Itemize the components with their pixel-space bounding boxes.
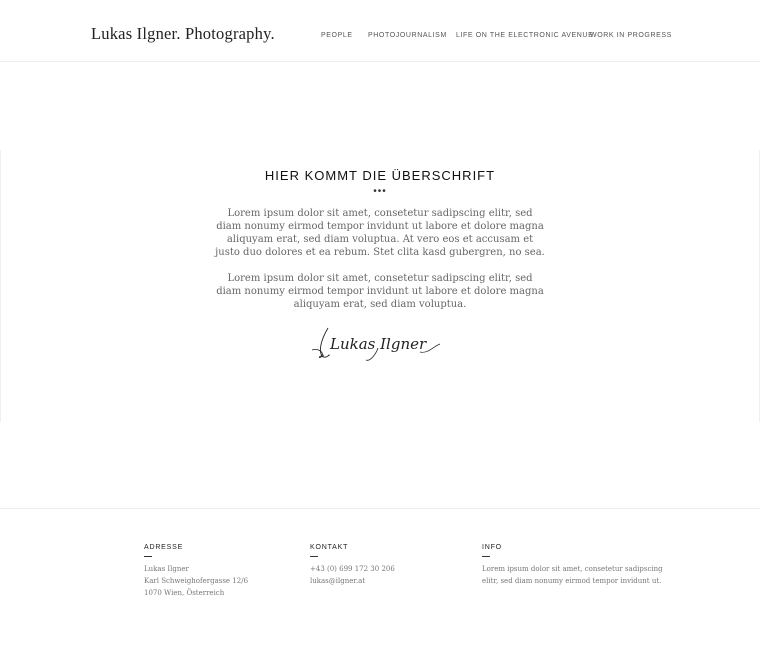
footer-column-adresse xyxy=(144,544,248,599)
footer-heading-underline xyxy=(144,556,152,557)
intro-paragraph-2: Lorem ipsum dolor sit amet, consetetur sadipscing elitr, sed diam nonumy eirmod tempor invidunt ut labore et dolore magna aliquyam erat, sed diam voluptua. xyxy=(216,273,544,310)
intro-paragraph-1: Lorem ipsum dolor sit amet, consetetur sadipscing elitr, sed diam nonumy eirmod tempor invidunt ut labore et dolore magna aliquyam erat, sed diam voluptua. At vero eos et accusam et justo duo dolores et ea rebum. Stet clita kasd gubergren, no sea. xyxy=(215,208,545,258)
nav-item-life-on-the-electronic-avenue[interactable]: LIFE ON THE ELECTRONIC AVENUE xyxy=(456,32,594,39)
footer-column-info xyxy=(482,544,663,587)
brand-logo-text[interactable]: Lukas Ilgner. Photography. xyxy=(91,24,275,43)
contact-phone-link[interactable]: +43 (0) 699 172 30 206 xyxy=(310,565,395,573)
footer-heading-underline xyxy=(482,556,490,557)
footer-heading-kontakt: KONTAKT xyxy=(310,544,349,551)
address-name: Lukas Ilgner xyxy=(144,565,189,573)
address-city: 1070 Wien, Österreich xyxy=(144,589,225,597)
site-header xyxy=(0,0,760,62)
footer-heading-adresse: ADRESSE xyxy=(144,544,184,551)
footer-heading-info: INFO xyxy=(482,544,502,551)
site-footer xyxy=(0,508,760,650)
nav-item-work-in-progress[interactable]: WORK IN PROGRESS xyxy=(590,32,672,39)
info-text-line-1: Lorem ipsum dolor sit amet, consetetur sadipscing xyxy=(482,565,663,573)
signature-text: Lukas Ilgner xyxy=(330,335,427,353)
info-text-line-2: elitr, sed diam nonumy eirmod tempor invidunt ut. xyxy=(482,577,662,585)
footer-heading-underline xyxy=(310,556,318,557)
page-headline: HIER KOMMT DIE ÜBERSCHRIFT xyxy=(264,168,496,183)
address-street: Karl Schweighofergasse 12/6 xyxy=(144,577,249,585)
footer-column-kontakt xyxy=(310,544,395,587)
main-nav xyxy=(0,32,760,44)
contact-email-link[interactable]: lukas@ilgner.at xyxy=(310,577,366,585)
headline-dots-divider: ••• xyxy=(373,186,387,197)
nav-item-people[interactable]: PEOPLE xyxy=(321,32,353,39)
signature-lukas-ilgner xyxy=(300,322,460,364)
nav-item-photojournalism[interactable]: PHOTOJOURNALISM xyxy=(368,32,447,39)
